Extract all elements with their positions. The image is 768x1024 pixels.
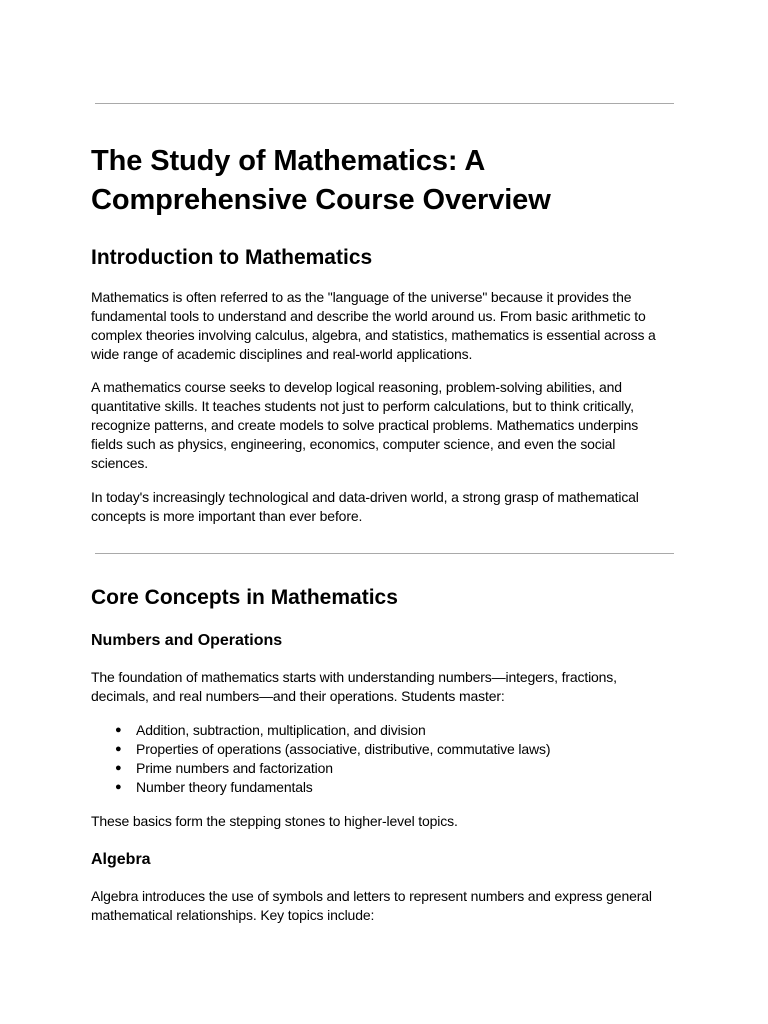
horizontal-divider — [95, 103, 674, 104]
intro-paragraph-3: In today's increasingly technological and data-driven world, a strong grasp of mathematical concepts is more important than ever before. — [91, 489, 639, 524]
intro-paragraph-2: A mathematics course seeks to develop logical reasoning, problem-solving abilities, and quantitative skills. It teaches students not just to perform calculations, but to think critically, recognize patterns, and create models to solve practical problems. Mathematics underpins fields such as physics, engineering, economics, computer science, and even the social sciences. — [91, 379, 639, 471]
list-item — [91, 721, 676, 740]
numbers-topic-list — [91, 721, 676, 797]
list-item-text: Properties of operations (associative, distributive, commutative laws) — [136, 741, 551, 757]
bullet-icon: ● — [115, 762, 122, 774]
list-item — [91, 778, 676, 797]
list-item-text: Prime numbers and factorization — [136, 760, 333, 776]
list-item-text: Number theory fundamentals — [136, 779, 313, 795]
list-item — [91, 759, 676, 778]
intro-paragraph-1: Mathematics is often referred to as the "language of the universe" because it provides the fundamental tools to understand and describe the world around us. From basic arithmetic to complex theories involving calculus, algebra, and statistics, mathematics is essential across a wide range of academic disciplines and real-world applications. — [91, 289, 656, 362]
algebra-intro-paragraph: Algebra introduces the use of symbols and letters to represent numbers and express general mathematical relationships. Key topics include: — [91, 888, 652, 923]
numbers-outro-paragraph: These basics form the stepping stones to higher-level topics. — [91, 813, 458, 829]
subsection-heading-algebra: Algebra — [91, 851, 151, 868]
list-item-text: Addition, subtraction, multiplication, and division — [136, 722, 426, 738]
section-heading-intro: Introduction to Mathematics — [91, 246, 373, 269]
bullet-icon: ● — [115, 781, 122, 793]
numbers-intro-paragraph: The foundation of mathematics starts with understanding numbers—integers, fractions, decimals, and real numbers—and their operations. Students master: — [91, 669, 617, 704]
bullet-icon: ● — [115, 724, 122, 736]
subsection-heading-numbers: Numbers and Operations — [91, 632, 283, 649]
bullet-icon: ● — [115, 743, 122, 755]
list-item — [91, 740, 676, 759]
horizontal-divider — [95, 553, 674, 554]
section-heading-core-concepts: Core Concepts in Mathematics — [91, 586, 398, 609]
document-title: The Study of Mathematics: A Comprehensive Course Overview — [91, 145, 551, 216]
